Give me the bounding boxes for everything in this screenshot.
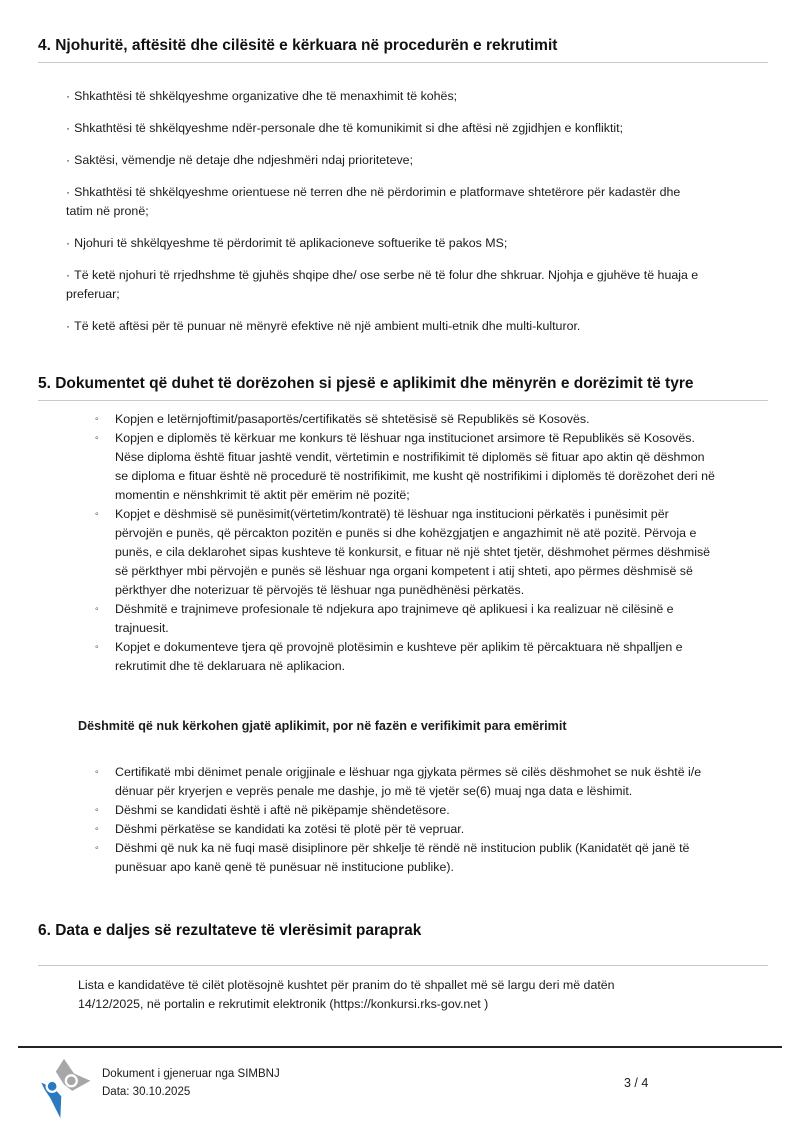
list-item [66, 119, 708, 138]
list-item-text: Të ketë njohuri të rrjedhshme të gjuhës shqipe dhe/ ose serbe në të folur dhe shkruar. Njohja e gjuhëve të huaja e preferuar; [66, 268, 699, 301]
footer-generated-by: Dokument i gjeneruar nga SIMBNJ [102, 1068, 280, 1080]
circle-bullet-icon: ◦ [95, 413, 99, 425]
dot-bullet-icon: · [66, 319, 71, 333]
section-5-rule [38, 400, 768, 401]
footer-text-block [102, 1058, 280, 1101]
list-item-text: Njohuri të shkëlqyeshme të përdorimit të aplikacioneve softuerike të pakos MS; [74, 236, 508, 250]
footer-date: Data: 30.10.2025 [102, 1086, 191, 1098]
list-item-text: Kopjet e dokumenteve tjera që provojnë plotësimin e kushteve për aplikim të përcaktuara në shpalljen e rekrutimit dhe të deklaruara në aplikacion. [115, 640, 683, 673]
section-4 [38, 34, 768, 336]
dot-bullet-icon: · [66, 89, 71, 103]
circle-bullet-icon: ◦ [95, 641, 99, 653]
list-item-text: Dëshmi se kandidati është i aftë në pikëpamje shëndetësore. [115, 803, 450, 817]
list-item-text: Shkathtësi të shkëlqyeshme orientuese në terren dhe në përdorimin e platformave shtetërore për kadastër dhe tatim në pronë; [66, 185, 681, 218]
list-item [66, 266, 708, 304]
list-item [66, 87, 708, 106]
list-item-text: Shkathtësi të shkëlqyeshme ndër-personale dhe të komunikimit si dhe aftësi në zgjidhjen e konfliktit; [74, 121, 624, 135]
results-date-paragraph: Lista e kandidatëve të cilët plotësojnë kushtet për pranim do të shpallet më së largu deri më datën 14/12/2025, në portalin e rekrutimit elektronik (https://konkursi.rks-gov.net ) [78, 978, 615, 1011]
list-item [95, 429, 768, 505]
circle-bullet-icon: ◦ [95, 823, 99, 835]
list-item [95, 505, 768, 600]
dot-bullet-icon: · [66, 185, 71, 199]
list-item-text: Dëshmitë e trajnimeve profesionale të ndjekura apo trajnimeve që aplikuesi i ka realizuar në cilësinë e trajnuesit. [115, 602, 674, 635]
list-item [95, 410, 768, 429]
section-4-rule [38, 62, 768, 63]
dot-bullet-icon: · [66, 153, 71, 167]
section-5-list [95, 410, 768, 676]
section-6-rule [38, 965, 768, 966]
list-item-text: Kopjet e dëshmisë së punësimit(vërtetim/kontratë) të lëshuar nga institucioni përkatës i punësimit për përvojën e punës, që përcakton pozitën e punës si dhe kohëzgjatjen e angazhimit në atë pozitë. Përvoja e punës, e cila deklarohet sipas kushteve të konkursit, e fituar në një shtet tjetër, dëshmohet përmes dëshmisë së përkthyer mbi përvojën e punës së lëshuar nga organi kompetent i atij shteti, apo përmes dëshmisë së përkthyer dhe noterizuar të përvojës të lëshuar nga punëdhënësi përkatës. [115, 507, 711, 597]
circle-bullet-icon: ◦ [95, 432, 99, 444]
list-item [95, 801, 768, 820]
verification-subheading: Dëshmitë që nuk kërkohen gjatë aplikimit, por në fazën e verifikimit para emërimit [78, 719, 567, 733]
list-item [95, 638, 768, 676]
list-item-text: Kopjen e letërnjoftimit/pasaportës/certifikatës së shtetësisë së Republikës së Kosovës. [115, 412, 590, 426]
list-item [95, 763, 768, 801]
list-item [66, 151, 708, 170]
section-4-list [66, 87, 768, 336]
verification-list [95, 763, 768, 877]
list-item [95, 600, 768, 638]
simbnj-logo-icon [36, 1058, 92, 1120]
list-item [66, 317, 708, 336]
dot-bullet-icon: · [66, 236, 71, 250]
list-item-text: Shkathtësi të shkëlqyeshme organizative dhe të menaxhimit të kohës; [74, 89, 458, 103]
circle-bullet-icon: ◦ [95, 804, 99, 816]
circle-bullet-icon: ◦ [95, 766, 99, 778]
list-item-text: Kopjen e diplomës të kërkuar me konkurs të lëshuar nga institucionet arsimore të Republikës së Kosovës. Nëse diploma është fituar jashtë vendit, vërtetimin e nostrifikimit të diplomës së fituar apo aktin që dëshmon se diploma e fituar është në procedurë të nostrifikimit, me kusht që nostrifikimi i diplomës të dorëzohet deri në momentin e nënshkrimit të aktit për emërim në pozitë; [115, 431, 715, 502]
list-item [95, 839, 768, 877]
list-item [95, 820, 768, 839]
list-item [66, 183, 708, 221]
circle-bullet-icon: ◦ [95, 603, 99, 615]
list-item-text: Certifikatë mbi dënimet penale origjinale e lëshuar nga gjykata përmes së cilës dëshmohet se nuk është i/e dënuar për kryerjen e veprës penale me dashje, jo më të vjetër se(6) muaj nga data e lëshimit. [115, 765, 702, 798]
circle-bullet-icon: ◦ [95, 508, 99, 520]
page-footer [18, 1046, 782, 1120]
section-6 [38, 919, 768, 1014]
dot-bullet-icon: · [66, 268, 71, 282]
list-item-text: Dëshmi përkatëse se kandidati ka zotësi të plotë për të vepruar. [115, 822, 465, 836]
list-item-text: Saktësi, vëmendje në detaje dhe ndjeshmëri ndaj prioriteteve; [74, 153, 414, 167]
section-5 [38, 372, 768, 877]
page-number: 3 / 4 [624, 1076, 649, 1090]
circle-bullet-icon: ◦ [95, 842, 99, 854]
section-5-title: 5. Dokumentet që duhet të dorëzohen si pjesë e aplikimit dhe mënyrën e dorëzimit të tyre [38, 375, 694, 392]
section-6-title: 6. Data e daljes së rezultateve të vlerësimit paraprak [38, 922, 422, 939]
section-4-title: 4. Njohuritë, aftësitë dhe cilësitë e kërkuara në procedurën e rekrutimit [38, 37, 558, 54]
list-item-text: Dëshmi që nuk ka në fuqi masë disiplinore për shkelje të rëndë në institucion publik (Kanidatët që janë të punësuar apo kanë qenë të punësuar në institucione publike). [115, 841, 690, 874]
list-item-text: Të ketë aftësi për të punuar në mënyrë efektive në një ambient multi-etnik dhe multi-kulturor. [74, 319, 581, 333]
list-item [66, 234, 708, 253]
dot-bullet-icon: · [66, 121, 71, 135]
